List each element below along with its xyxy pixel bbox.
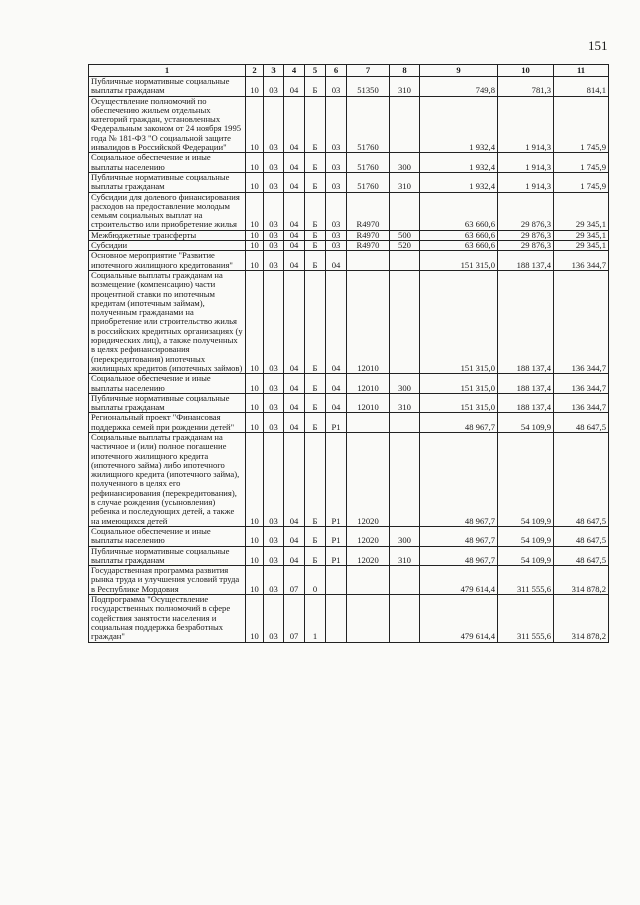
code-event [326, 595, 347, 642]
code-direction [347, 413, 390, 433]
column-header: 3 [264, 65, 284, 77]
amount-year-1: 151 315,0 [420, 251, 498, 271]
code-subsection: 03 [264, 432, 284, 526]
code-subprogram: Б [305, 230, 326, 240]
amount-year-1: 479 614,4 [420, 595, 498, 642]
code-event: 04 [326, 393, 347, 413]
table-row [89, 432, 609, 526]
code-expense-type [390, 192, 420, 230]
code-event: P1 [326, 546, 347, 566]
code-section: 10 [246, 153, 264, 173]
row-description: Осуществление полномочий по обеспечению жильем отдельных категорий граждан, установленных Федеральным законом от 24 ноября 1995 года № 181-ФЗ "О социальной защите инвалидов в Российской Федерации" [89, 96, 246, 153]
amount-year-1: 151 315,0 [420, 393, 498, 413]
code-subsection: 03 [264, 595, 284, 642]
code-event: 03 [326, 241, 347, 251]
code-subsection: 03 [264, 413, 284, 433]
code-event: 03 [326, 77, 347, 97]
code-expense-type [390, 251, 420, 271]
table-row [89, 526, 609, 546]
code-section: 10 [246, 230, 264, 240]
amount-year-3: 29 345,1 [554, 192, 609, 230]
code-subprogram: 0 [305, 566, 326, 595]
budget-table [88, 64, 609, 643]
amount-year-1: 151 315,0 [420, 374, 498, 394]
code-event: 04 [326, 270, 347, 373]
amount-year-1: 151 315,0 [420, 270, 498, 373]
amount-year-2: 311 555,6 [498, 595, 554, 642]
amount-year-3: 1 745,9 [554, 96, 609, 153]
code-section: 10 [246, 241, 264, 251]
row-description: Публичные нормативные социальные выплаты гражданам [89, 77, 246, 97]
amount-year-1: 1 932,4 [420, 172, 498, 192]
code-program: 04 [284, 241, 305, 251]
code-section: 10 [246, 393, 264, 413]
code-direction: 12010 [347, 270, 390, 373]
amount-year-3: 136 344,7 [554, 374, 609, 394]
code-event: 03 [326, 96, 347, 153]
code-event: 03 [326, 192, 347, 230]
amount-year-1: 48 967,7 [420, 413, 498, 433]
row-description: Региональный проект "Финансовая поддержка семей при рождении детей" [89, 413, 246, 433]
amount-year-2: 188 137,4 [498, 393, 554, 413]
code-program: 04 [284, 393, 305, 413]
amount-year-2: 29 876,3 [498, 230, 554, 240]
amount-year-1: 48 967,7 [420, 526, 498, 546]
code-subprogram: Б [305, 374, 326, 394]
amount-year-2: 54 109,9 [498, 413, 554, 433]
amount-year-3: 1 745,9 [554, 172, 609, 192]
code-subsection: 03 [264, 96, 284, 153]
amount-year-3: 136 344,7 [554, 393, 609, 413]
amount-year-3: 1 745,9 [554, 153, 609, 173]
amount-year-1: 48 967,7 [420, 546, 498, 566]
code-section: 10 [246, 526, 264, 546]
code-expense-type [390, 96, 420, 153]
amount-year-3: 48 647,5 [554, 546, 609, 566]
row-description: Субсидии для долевого финансирования расходов на предоставление молодым семьям социальных выплат на строительство или приобретение жилья [89, 192, 246, 230]
row-description: Социальные выплаты гражданам на частичное и (или) полное погашение ипотечного жилищного кредита (ипотечного займа) либо ипотечного жилищного кредита (ипотечного займа), полученного в целях его рефинансирования (перекредитования), в случае рождения (усыновления) ребенка и последующих детей, а также на имеющихся детей [89, 432, 246, 526]
code-event: 03 [326, 153, 347, 173]
code-section: 10 [246, 192, 264, 230]
column-header: 5 [305, 65, 326, 77]
amount-year-2: 1 914,3 [498, 96, 554, 153]
code-program: 04 [284, 153, 305, 173]
amount-year-2: 1 914,3 [498, 172, 554, 192]
code-section: 10 [246, 96, 264, 153]
code-section: 10 [246, 77, 264, 97]
code-event: 03 [326, 230, 347, 240]
code-direction: 51350 [347, 77, 390, 97]
code-program: 04 [284, 172, 305, 192]
amount-year-3: 48 647,5 [554, 413, 609, 433]
row-description: Субсидии [89, 241, 246, 251]
code-subprogram: Б [305, 413, 326, 433]
amount-year-2: 188 137,4 [498, 374, 554, 394]
code-subprogram: 1 [305, 595, 326, 642]
amount-year-3: 48 647,5 [554, 526, 609, 546]
code-subsection: 03 [264, 546, 284, 566]
code-expense-type: 310 [390, 546, 420, 566]
table-row [89, 393, 609, 413]
code-section: 10 [246, 270, 264, 373]
row-description: Социальное обеспечение и иные выплаты населению [89, 153, 246, 173]
column-header: 10 [498, 65, 554, 77]
code-section: 10 [246, 546, 264, 566]
code-direction: 51760 [347, 153, 390, 173]
code-direction: 12010 [347, 393, 390, 413]
amount-year-2: 29 876,3 [498, 192, 554, 230]
code-expense-type [390, 595, 420, 642]
amount-year-1: 48 967,7 [420, 432, 498, 526]
table-row [89, 230, 609, 240]
column-header: 11 [554, 65, 609, 77]
row-description: Публичные нормативные социальные выплаты гражданам [89, 546, 246, 566]
amount-year-3: 814,1 [554, 77, 609, 97]
code-section: 10 [246, 566, 264, 595]
table-row [89, 270, 609, 373]
code-program: 04 [284, 432, 305, 526]
row-description: Подпрограмма "Осуществление государственных полномочий в сфере содействия занятости населения и социальная поддержка безработных граждан" [89, 595, 246, 642]
row-description: Публичные нормативные социальные выплаты гражданам [89, 393, 246, 413]
code-program: 04 [284, 230, 305, 240]
column-header: 4 [284, 65, 305, 77]
code-direction [347, 566, 390, 595]
code-direction [347, 595, 390, 642]
column-header: 6 [326, 65, 347, 77]
code-subprogram: Б [305, 393, 326, 413]
amount-year-1: 479 614,4 [420, 566, 498, 595]
code-program: 04 [284, 270, 305, 373]
code-expense-type: 310 [390, 77, 420, 97]
code-expense-type [390, 432, 420, 526]
row-description: Основное мероприятие "Развитие ипотечного жилищного кредитования" [89, 251, 246, 271]
row-description: Социальные выплаты гражданам на возмещение (компенсацию) части процентной ставки по ипотечным кредитам (ипотечным займам), полученным гражданами на приобретение или строительство жилья в российских кредитных организациях (у юридических лиц), а также полученных в целях рефинансирования (перекредитования) ипотечных жилищных кредитов (ипотечных займов) [89, 270, 246, 373]
code-subsection: 03 [264, 374, 284, 394]
code-program: 04 [284, 374, 305, 394]
amount-year-1: 63 660,6 [420, 192, 498, 230]
amount-year-2: 29 876,3 [498, 241, 554, 251]
code-section: 10 [246, 595, 264, 642]
code-subsection: 03 [264, 172, 284, 192]
code-event: 03 [326, 172, 347, 192]
code-subprogram: Б [305, 77, 326, 97]
amount-year-1: 63 660,6 [420, 230, 498, 240]
amount-year-3: 314 878,2 [554, 595, 609, 642]
table-row [89, 153, 609, 173]
table-row [89, 77, 609, 97]
code-subsection: 03 [264, 77, 284, 97]
row-description: Социальное обеспечение и иные выплаты населению [89, 374, 246, 394]
amount-year-3: 48 647,5 [554, 432, 609, 526]
code-direction [347, 251, 390, 271]
code-direction: 51760 [347, 172, 390, 192]
amount-year-3: 136 344,7 [554, 251, 609, 271]
column-header: 2 [246, 65, 264, 77]
code-subprogram: Б [305, 251, 326, 271]
table-row [89, 566, 609, 595]
code-expense-type: 300 [390, 153, 420, 173]
column-header: 1 [89, 65, 246, 77]
code-subprogram: Б [305, 270, 326, 373]
code-subprogram: Б [305, 192, 326, 230]
code-expense-type: 300 [390, 526, 420, 546]
code-direction: R4970 [347, 230, 390, 240]
table-row [89, 595, 609, 642]
code-expense-type: 300 [390, 374, 420, 394]
amount-year-1: 1 932,4 [420, 96, 498, 153]
code-event: 04 [326, 251, 347, 271]
code-subsection: 03 [264, 566, 284, 595]
code-section: 10 [246, 251, 264, 271]
column-header: 9 [420, 65, 498, 77]
code-subsection: 03 [264, 393, 284, 413]
amount-year-3: 314 878,2 [554, 566, 609, 595]
code-subprogram: Б [305, 526, 326, 546]
amount-year-3: 29 345,1 [554, 241, 609, 251]
code-expense-type [390, 566, 420, 595]
row-description: Публичные нормативные социальные выплаты гражданам [89, 172, 246, 192]
code-program: 04 [284, 526, 305, 546]
amount-year-1: 749,8 [420, 77, 498, 97]
table-row [89, 413, 609, 433]
code-subprogram: Б [305, 96, 326, 153]
code-section: 10 [246, 374, 264, 394]
row-description: Межбюджетные трансферты [89, 230, 246, 240]
code-program: 04 [284, 251, 305, 271]
code-section: 10 [246, 432, 264, 526]
code-direction: 12020 [347, 432, 390, 526]
amount-year-2: 1 914,3 [498, 153, 554, 173]
code-program: 04 [284, 546, 305, 566]
amount-year-2: 311 555,6 [498, 566, 554, 595]
code-subsection: 03 [264, 230, 284, 240]
table-row [89, 374, 609, 394]
column-header: 7 [347, 65, 390, 77]
table-row [89, 241, 609, 251]
amount-year-2: 188 137,4 [498, 251, 554, 271]
code-program: 07 [284, 566, 305, 595]
code-subsection: 03 [264, 153, 284, 173]
amount-year-3: 136 344,7 [554, 270, 609, 373]
table-row [89, 96, 609, 153]
page-number: 151 [588, 38, 608, 53]
table-row [89, 251, 609, 271]
code-direction: 12010 [347, 374, 390, 394]
code-subsection: 03 [264, 270, 284, 373]
code-expense-type [390, 270, 420, 373]
code-program: 04 [284, 192, 305, 230]
code-direction: 12020 [347, 526, 390, 546]
code-section: 10 [246, 413, 264, 433]
code-subsection: 03 [264, 526, 284, 546]
code-program: 04 [284, 413, 305, 433]
amount-year-2: 54 109,9 [498, 432, 554, 526]
amount-year-3: 29 345,1 [554, 230, 609, 240]
code-event: P1 [326, 413, 347, 433]
code-event [326, 566, 347, 595]
code-subprogram: Б [305, 172, 326, 192]
code-subsection: 03 [264, 192, 284, 230]
code-event: P1 [326, 432, 347, 526]
code-event: 04 [326, 374, 347, 394]
amount-year-2: 781,3 [498, 77, 554, 97]
table-row [89, 172, 609, 192]
amount-year-1: 1 932,4 [420, 153, 498, 173]
code-section: 10 [246, 172, 264, 192]
code-subsection: 03 [264, 251, 284, 271]
code-program: 07 [284, 595, 305, 642]
code-program: 04 [284, 96, 305, 153]
table-row [89, 546, 609, 566]
row-description: Социальное обеспечение и иные выплаты населению [89, 526, 246, 546]
amount-year-2: 54 109,9 [498, 526, 554, 546]
code-expense-type: 500 [390, 230, 420, 240]
code-direction: R4970 [347, 192, 390, 230]
amount-year-2: 188 137,4 [498, 270, 554, 373]
amount-year-1: 63 660,6 [420, 241, 498, 251]
code-subsection: 03 [264, 241, 284, 251]
code-subprogram: Б [305, 241, 326, 251]
column-header: 8 [390, 65, 420, 77]
code-direction: 12020 [347, 546, 390, 566]
amount-year-2: 54 109,9 [498, 546, 554, 566]
code-subprogram: Б [305, 432, 326, 526]
code-subprogram: Б [305, 153, 326, 173]
code-expense-type: 520 [390, 241, 420, 251]
row-description: Государственная программа развития рынка труда и улучшения условий труда в Республике Мордовия [89, 566, 246, 595]
code-expense-type [390, 413, 420, 433]
table-body [89, 77, 609, 643]
code-subprogram: Б [305, 546, 326, 566]
code-direction: R4970 [347, 241, 390, 251]
code-event: P1 [326, 526, 347, 546]
table-header-row [89, 65, 609, 77]
code-expense-type: 310 [390, 393, 420, 413]
table-row [89, 192, 609, 230]
code-direction: 51760 [347, 96, 390, 153]
code-program: 04 [284, 77, 305, 97]
code-expense-type: 310 [390, 172, 420, 192]
